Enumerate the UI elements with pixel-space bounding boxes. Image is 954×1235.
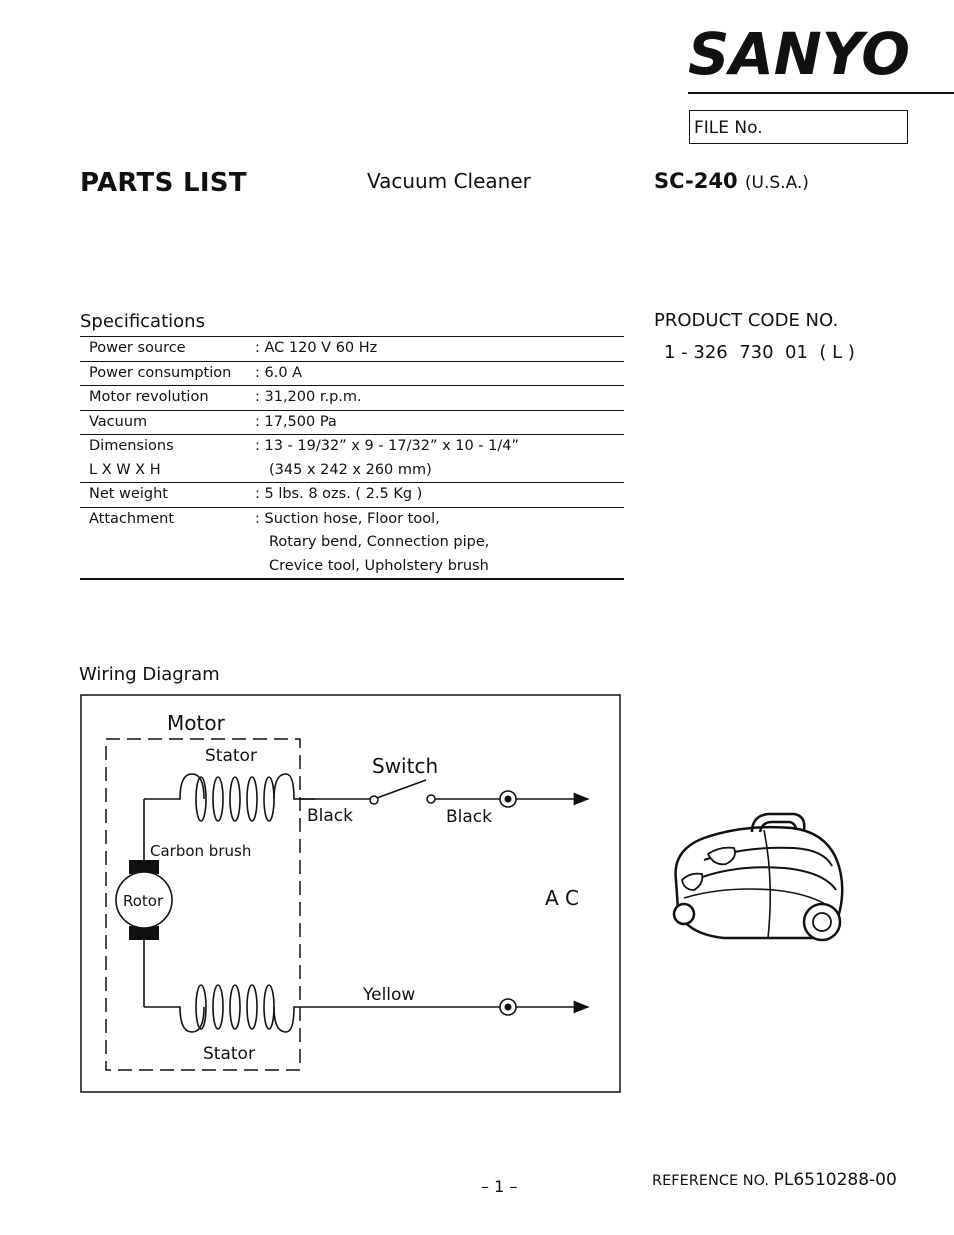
ac-terminal-top-dot [505, 796, 512, 803]
black-wire-right-label: Black [446, 807, 492, 827]
spec-value-line: : 13 - 19/32” x 9 - 17/32” x 10 - 1/4” [255, 438, 520, 454]
spec-value [255, 435, 624, 483]
model-region: (U.S.A.) [744, 173, 809, 193]
motor-label: Motor [167, 711, 225, 735]
reference-label: REFERENCE NO. [652, 1173, 769, 1189]
stator-top-coil [144, 774, 315, 821]
spec-row [80, 337, 624, 362]
spec-value [255, 507, 624, 579]
black-wire-left-label: Black [307, 806, 353, 826]
specifications-heading: Specifications [80, 311, 205, 332]
spec-label-line: Dimensions [89, 438, 174, 454]
yellow-wire-label: Yellow [363, 985, 416, 1005]
header-rule [688, 92, 954, 94]
reference-number [652, 1170, 897, 1190]
spec-label: Power consumption [89, 364, 232, 381]
file-no-box [689, 110, 908, 144]
product-name: Vacuum Cleaner [367, 169, 531, 193]
spec-label: Motor revolution [89, 389, 209, 405]
spec-label: Vacuum [89, 413, 148, 430]
page-number: – 1 – [481, 1177, 518, 1196]
spec-value: : 5 lbs. 8 ozs. ( 2.5 Kg ) [255, 486, 423, 502]
spec-row [80, 361, 624, 386]
spec-value: : AC 120 V 60 Hz [255, 340, 378, 356]
switch-contact [370, 796, 378, 804]
switch-contact [427, 795, 435, 803]
spec-value-line: Rotary bend, Connection pipe, [269, 534, 490, 550]
spec-value-line: : Suction hose, Floor tool, [255, 510, 440, 527]
product-code-label: PRODUCT CODE NO. [654, 310, 839, 331]
spec-value: : 6.0 A [255, 364, 303, 381]
product-code-value: 1 - 326 730 01 ( L ) [664, 342, 855, 363]
stator-bottom-label: Stator [203, 1044, 255, 1064]
model-code: SC-240 [654, 169, 738, 193]
reference-value: PL6510288-00 [773, 1170, 897, 1190]
spec-row [80, 410, 624, 435]
rotor-label: Rotor [123, 892, 164, 910]
sanyo-logo [688, 14, 912, 78]
spec-value: : 17,500 Pa [255, 413, 337, 430]
switch-label: Switch [372, 754, 439, 778]
logo-text: SANYO [688, 20, 910, 78]
file-no-label: FILE No. [694, 118, 763, 138]
wiring-diagram-heading: Wiring Diagram [79, 664, 220, 685]
spec-row [80, 386, 624, 411]
stator-bottom-coil [144, 985, 300, 1032]
spec-row [80, 483, 624, 508]
model-number [654, 169, 809, 193]
ac-label: A C [545, 886, 580, 910]
ac-terminal-bottom-dot [505, 1004, 512, 1011]
wiring-diagram [80, 694, 621, 1094]
page-title: PARTS LIST [80, 168, 247, 198]
specifications-table [80, 336, 624, 580]
spec-label: Attachment [89, 510, 175, 527]
spec-label [80, 435, 255, 483]
carbon-brush-label: Carbon brush [150, 842, 252, 860]
switch-blade [377, 780, 426, 798]
spec-label: Power source [89, 340, 186, 356]
spec-row [80, 435, 624, 483]
spec-value-line: (345 x 242 x 260 mm) [269, 461, 432, 478]
stator-top-label: Stator [205, 746, 257, 766]
spec-value-line: Crevice tool, Upholstery brush [269, 557, 489, 574]
vacuum-cleaner-illustration [664, 810, 850, 956]
spec-label: Net weight [89, 486, 168, 502]
spec-value: : 31,200 r.p.m. [255, 389, 362, 405]
spec-label-line: L X W X H [89, 461, 161, 478]
spec-row [80, 507, 624, 579]
